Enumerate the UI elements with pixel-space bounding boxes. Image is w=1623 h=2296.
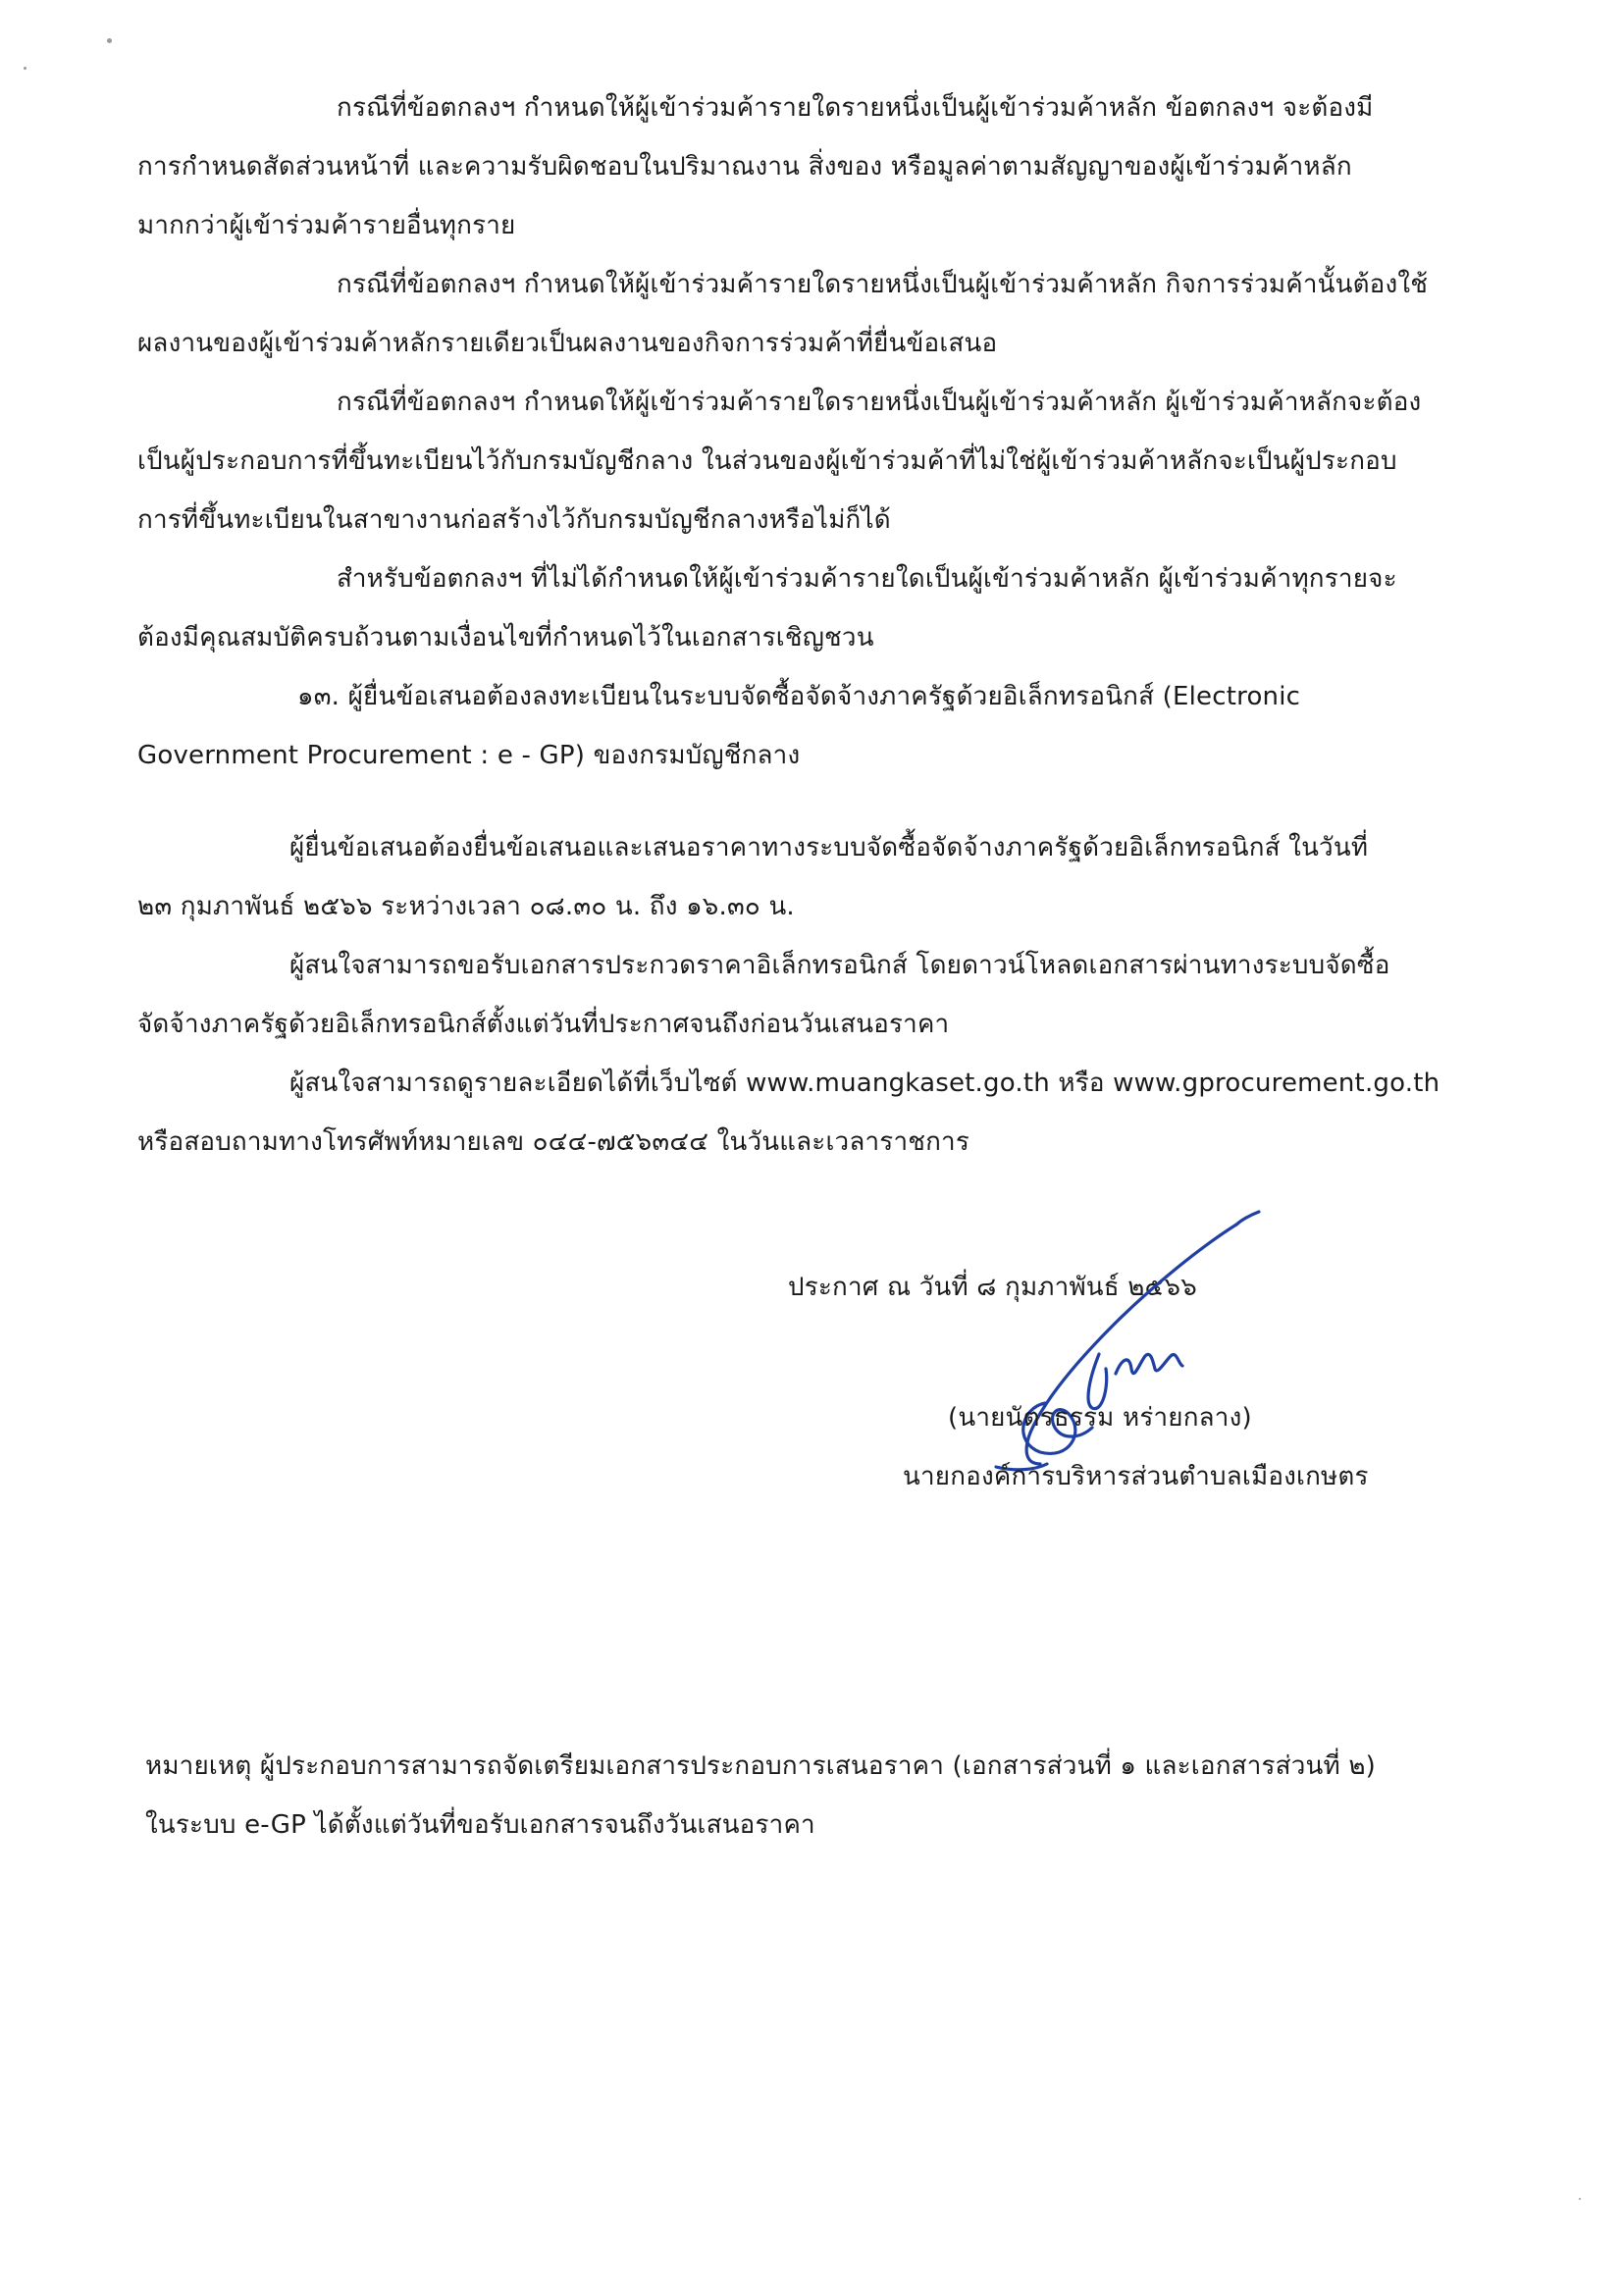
note-line2: ในระบบ e-GP ได้ตั้งแต่วันที่ขอรับเอกสารจนถึงวันเสนอราคา — [145, 1810, 815, 1840]
case3-line2: เป็นผู้ประกอบการที่ขึ้นทะเบียนไว้กับกรมบัญชีกลาง ในส่วนของผู้เข้าร่วมค้าที่ไม่ใช่ผู้เข้าร่วมค้าหลักจะเป็นผู้ประกอบ — [137, 446, 1397, 476]
announce-date: ประกาศ ณ วันที่ ๘ กุมภาพันธ์ ๒๕๖๖ — [788, 1273, 1197, 1302]
signer-name: (นายนัตรธรรม หร่ายกลาง) — [948, 1403, 1252, 1433]
signer-position: นายกองค์การบริหารส่วนตำบลเมืองเกษตร — [903, 1462, 1369, 1491]
scan-speck — [107, 38, 112, 43]
contact-line1: ผู้สนใจสามารถดูรายละเอียดได้ที่เว็บไซต์ www.muangkaset.go.th หรือ www.gprocurement.go.th — [289, 1069, 1440, 1098]
case4-line2: ต้องมีคุณสมบัติครบถ้วนตามเงื่อนไขที่กำหนดไว้ในเอกสารเชิญชวน — [137, 623, 874, 652]
case1-line3: มากกว่าผู้เข้าร่วมค้ารายอื่นทุกราย — [137, 211, 516, 240]
scan-speck — [24, 67, 26, 70]
submission-line2: ๒๓ กุมภาพันธ์ ๒๕๖๖ ระหว่างเวลา ๐๘.๓๐ น. ถึง ๑๖.๓๐ น. — [137, 892, 795, 921]
download-line2: จัดจ้างภาครัฐด้วยอิเล็กทรอนิกส์ตั้งแต่วันที่ประกาศจนถึงก่อนวันเสนอราคา — [137, 1010, 950, 1039]
download-line1: ผู้สนใจสามารถขอรับเอกสารประกวดราคาอิเล็กทรอนิกส์ โดยดาวน์โหลดเอกสารผ่านทางระบบจัดซื้อ — [289, 951, 1390, 980]
case2-line2: ผลงานของผู้เข้าร่วมค้าหลักรายเดียวเป็นผลงานของกิจการร่วมค้าที่ยื่นข้อเสนอ — [137, 329, 998, 358]
item13-line2: Government Procurement : e - GP) ของกรมบัญชีกลาง — [137, 741, 801, 770]
handwritten-signature — [986, 1207, 1290, 1491]
case2-line1: กรณีที่ข้อตกลงฯ กำหนดให้ผู้เข้าร่วมค้ารายใดรายหนึ่งเป็นผู้เข้าร่วมค้าหลัก กิจการร่วมค้านั้นต้องใช้ — [337, 270, 1429, 299]
case3-line3: การที่ขึ้นทะเบียนในสาขางานก่อสร้างไว้กับกรมบัญชีกลางหรือไม่ก็ได้ — [137, 505, 891, 535]
contact-line2: หรือสอบถามทางโทรศัพท์หมายเลข ๐๔๔-๗๕๖๓๔๔ ในวันและเวลาราชการ — [137, 1127, 970, 1157]
note-line1: หมายเหตุ ผู้ประกอบการสามารถจัดเตรียมเอกสารประกอบการเสนอราคา (เอกสารส่วนที่ ๑ และเอกสารส่วนที่ ๒) — [145, 1751, 1377, 1781]
scan-speck — [1579, 2198, 1581, 2200]
case1-line1: กรณีที่ข้อตกลงฯ กำหนดให้ผู้เข้าร่วมค้ารายใดรายหนึ่งเป็นผู้เข้าร่วมค้าหลัก ข้อตกลงฯ จะต้องมี — [337, 93, 1374, 123]
case3-line1: กรณีที่ข้อตกลงฯ กำหนดให้ผู้เข้าร่วมค้ารายใดรายหนึ่งเป็นผู้เข้าร่วมค้าหลัก ผู้เข้าร่วมค้าหลักจะต้อง — [337, 388, 1422, 417]
case1-line2: การกำหนดสัดส่วนหน้าที่ และความรับผิดชอบในปริมาณงาน สิ่งของ หรือมูลค่าตามสัญญาของผู้เข้าร่วมค้าหลัก — [137, 152, 1352, 182]
item13-line1: ๑๓. ผู้ยื่นข้อเสนอต้องลงทะเบียนในระบบจัดซื้อจัดจ้างภาครัฐด้วยอิเล็กทรอนิกส์ (Electronic — [297, 682, 1301, 711]
submission-line1: ผู้ยื่นข้อเสนอต้องยื่นข้อเสนอและเสนอราคาทางระบบจัดซื้อจัดจ้างภาครัฐด้วยอิเล็กทรอนิกส์ ในวันที่ — [289, 833, 1369, 862]
case4-line1: สำหรับข้อตกลงฯ ที่ไม่ได้กำหนดให้ผู้เข้าร่วมค้ารายใดเป็นผู้เข้าร่วมค้าหลัก ผู้เข้าร่วมค้าทุกรายจะ — [337, 564, 1397, 594]
